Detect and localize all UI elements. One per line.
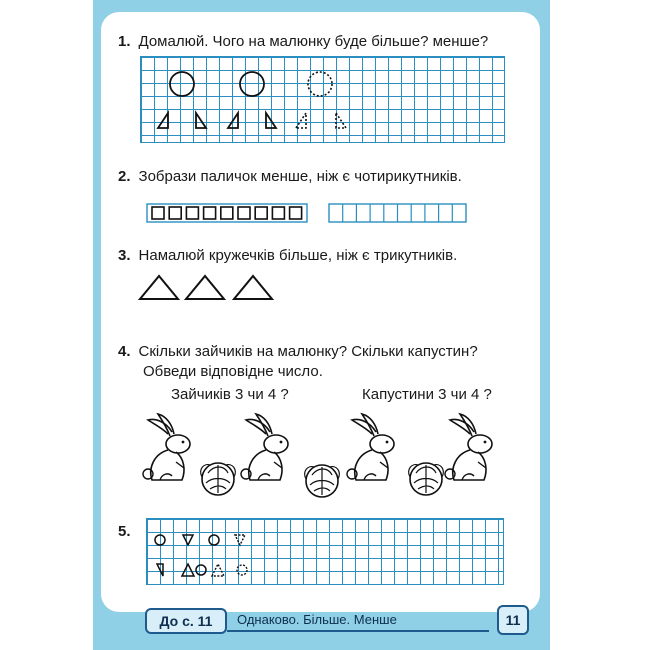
circle-shape — [196, 565, 206, 575]
cabbages-question: Капустини 3 чи 4 ? — [362, 386, 492, 403]
dotted-circle-shape — [237, 565, 247, 575]
task-2-heading: 2. Зобрази паличок менше, ніж є чотирикутників. — [118, 168, 462, 185]
page-reference: До с. 11 — [145, 608, 227, 634]
task-5-heading: 5. — [118, 523, 131, 540]
task-4-subheading: Обведи відповідне число. — [143, 363, 323, 380]
topic-underline — [227, 630, 489, 632]
topic-title: Однаково. Більше. Менше — [237, 612, 397, 627]
task-1-heading: 1. Домалюй. Чого на малюнку буде більше? менше? — [118, 33, 489, 50]
circle-shape — [155, 535, 165, 545]
footer-bar — [145, 608, 485, 634]
circle-shape — [209, 535, 219, 545]
dotted-triangle-down-shape — [235, 535, 245, 545]
page-number: 11 — [497, 605, 529, 635]
rabbits-question: Зайчиків 3 чи 4 ? — [171, 386, 289, 403]
triangle-down-shape — [183, 535, 193, 545]
triangle-shape — [157, 564, 163, 576]
task-3-heading: 3. Намалюй кружечків більше, ніж є трикутників. — [118, 247, 458, 264]
dotted-triangle-up-shape — [212, 564, 224, 576]
triangle-up-shape — [182, 564, 194, 576]
task-4-heading: 4. Скільки зайчиків на малюнку? Скільки капустин? — [118, 343, 478, 360]
